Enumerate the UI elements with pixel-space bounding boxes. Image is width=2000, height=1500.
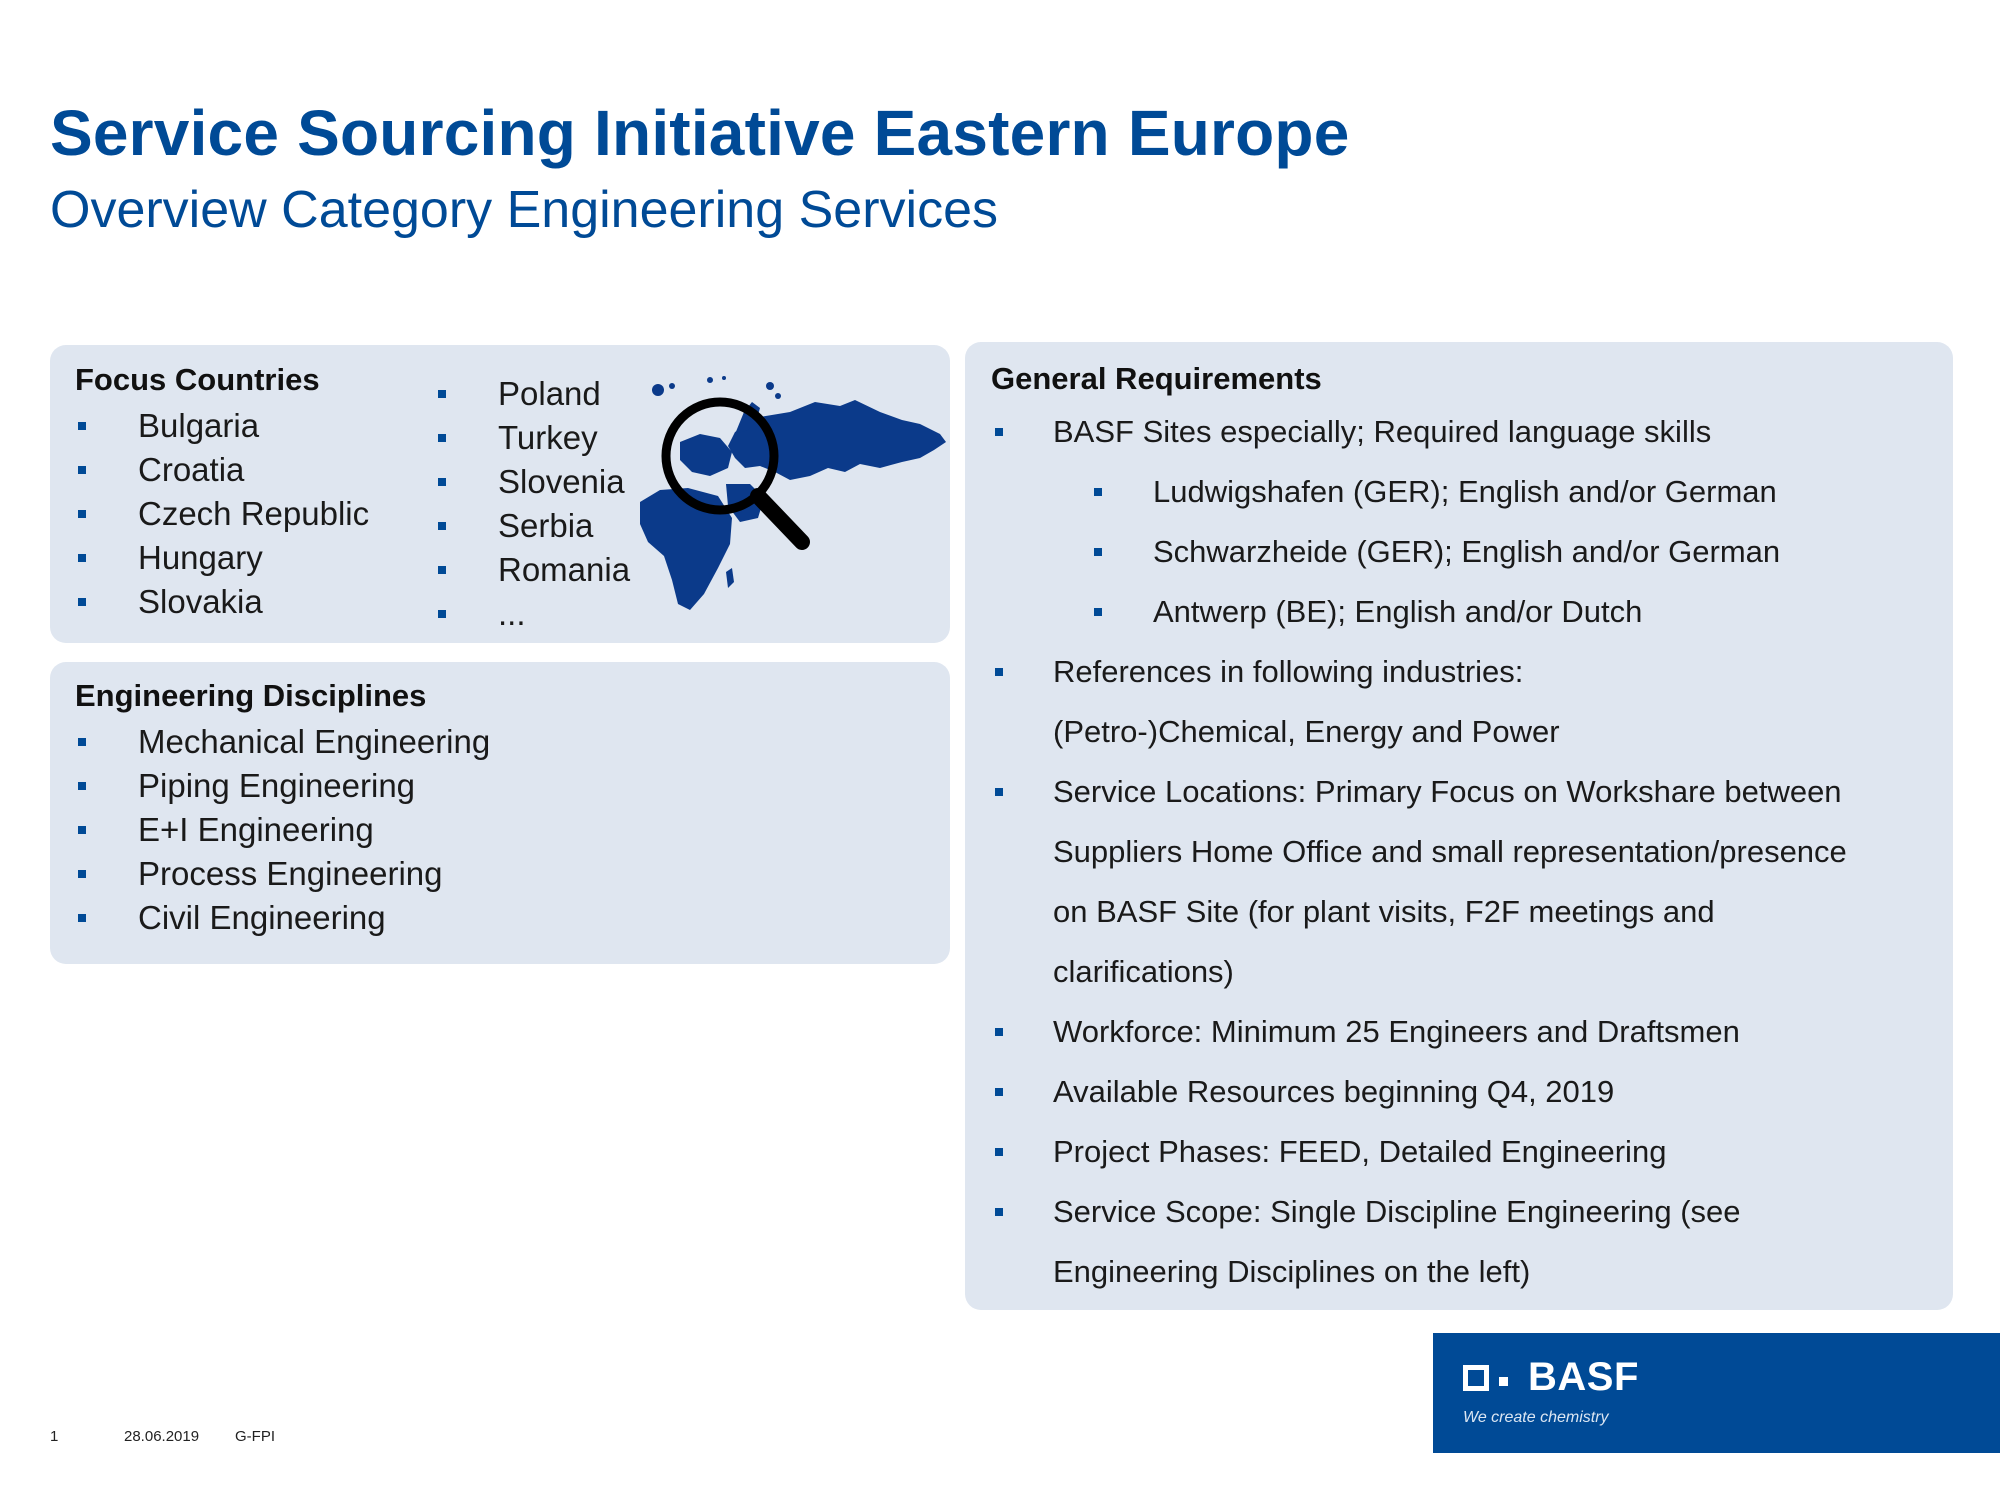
list-item: E+I Engineering <box>88 808 490 852</box>
requirement-line-continued: on BASF Site (for plant visits, F2F meetings and <box>1053 894 1715 929</box>
basf-logo <box>1433 1333 2000 1453</box>
list-item: Piping Engineering <box>88 764 490 808</box>
logo-dot-icon <box>1499 1377 1508 1386</box>
bullet-icon <box>995 1208 1003 1216</box>
list-item: Turkey <box>448 416 630 460</box>
europe-map-magnifier-icon <box>640 372 950 622</box>
bullet-icon <box>78 914 86 922</box>
bullet-icon <box>78 598 86 606</box>
bullet-icon <box>78 422 86 430</box>
brand-tagline: We create chemistry <box>1463 1409 1609 1426</box>
bullet-icon <box>1094 548 1102 556</box>
focus-countries-list-1 <box>88 404 369 624</box>
page-subtitle: Overview Category Engineering Services <box>50 181 998 239</box>
page-number: 1 <box>50 1428 59 1445</box>
general-requirements-heading: General Requirements <box>991 361 1322 396</box>
requirement-subline: Schwarzheide (GER); English and/or German <box>1153 534 1781 569</box>
bullet-icon <box>438 566 446 574</box>
bullet-icon <box>995 788 1003 796</box>
logo-square-icon <box>1463 1365 1489 1391</box>
bullet-icon <box>438 390 446 398</box>
requirement-line-continued: Engineering Disciplines on the left) <box>1053 1254 1531 1289</box>
requirement-line: References in following industries: <box>1053 654 1524 689</box>
bullet-icon <box>438 478 446 486</box>
bullet-icon <box>78 782 86 790</box>
bullet-icon <box>995 1088 1003 1096</box>
bullet-icon <box>1094 488 1102 496</box>
bullet-icon <box>78 510 86 518</box>
bullet-icon <box>995 1148 1003 1156</box>
requirement-line: Service Scope: Single Discipline Engineering (see <box>1053 1194 1741 1229</box>
bullet-icon <box>995 1028 1003 1036</box>
requirement-line-continued: clarifications) <box>1053 954 1234 989</box>
engineering-disciplines-heading: Engineering Disciplines <box>75 678 427 713</box>
brand-name: BASF <box>1528 1355 1639 1399</box>
list-item: Serbia <box>448 504 630 548</box>
requirement-subline: Ludwigshafen (GER); English and/or German <box>1153 474 1777 509</box>
requirement-line: Project Phases: FEED, Detailed Engineering <box>1053 1134 1667 1169</box>
requirement-line: Workforce: Minimum 25 Engineers and Draftsmen <box>1053 1014 1740 1049</box>
list-item: Poland <box>448 372 630 416</box>
requirement-line: Service Locations: Primary Focus on Workshare between <box>1053 774 1842 809</box>
list-item: Process Engineering <box>88 852 490 896</box>
requirement-subline: Antwerp (BE); English and/or Dutch <box>1153 594 1643 629</box>
focus-countries-list-2 <box>448 372 630 636</box>
footer-date: 28.06.2019 <box>124 1428 200 1445</box>
list-item: Croatia <box>88 448 369 492</box>
requirement-line: BASF Sites especially; Required language skills <box>1053 414 1712 449</box>
engineering-disciplines-list <box>88 720 490 940</box>
list-item: Slovakia <box>88 580 369 624</box>
bullet-icon <box>78 870 86 878</box>
list-item: Mechanical Engineering <box>88 720 490 764</box>
bullet-icon <box>438 610 446 618</box>
list-item: Hungary <box>88 536 369 580</box>
list-item: Czech Republic <box>88 492 369 536</box>
bullet-icon <box>995 668 1003 676</box>
list-item: Civil Engineering <box>88 896 490 940</box>
requirement-line: Available Resources beginning Q4, 2019 <box>1053 1074 1615 1109</box>
list-item: Bulgaria <box>88 404 369 448</box>
list-item: Romania <box>448 548 630 592</box>
bullet-icon <box>438 434 446 442</box>
bullet-icon <box>78 466 86 474</box>
page-title: Service Sourcing Initiative Eastern Europe <box>50 97 1350 169</box>
bullet-icon <box>78 554 86 562</box>
bullet-icon <box>438 522 446 530</box>
list-item: ... <box>448 592 630 636</box>
bullet-icon <box>78 738 86 746</box>
requirement-line-continued: Suppliers Home Office and small representation/presence <box>1053 834 1847 869</box>
requirement-line-continued: (Petro-)Chemical, Energy and Power <box>1053 714 1560 749</box>
list-item: Slovenia <box>448 460 630 504</box>
focus-countries-heading: Focus Countries <box>75 362 320 397</box>
bullet-icon <box>1094 608 1102 616</box>
bullet-icon <box>78 826 86 834</box>
footer-department: G-FPI <box>235 1428 275 1445</box>
bullet-icon <box>995 428 1003 436</box>
